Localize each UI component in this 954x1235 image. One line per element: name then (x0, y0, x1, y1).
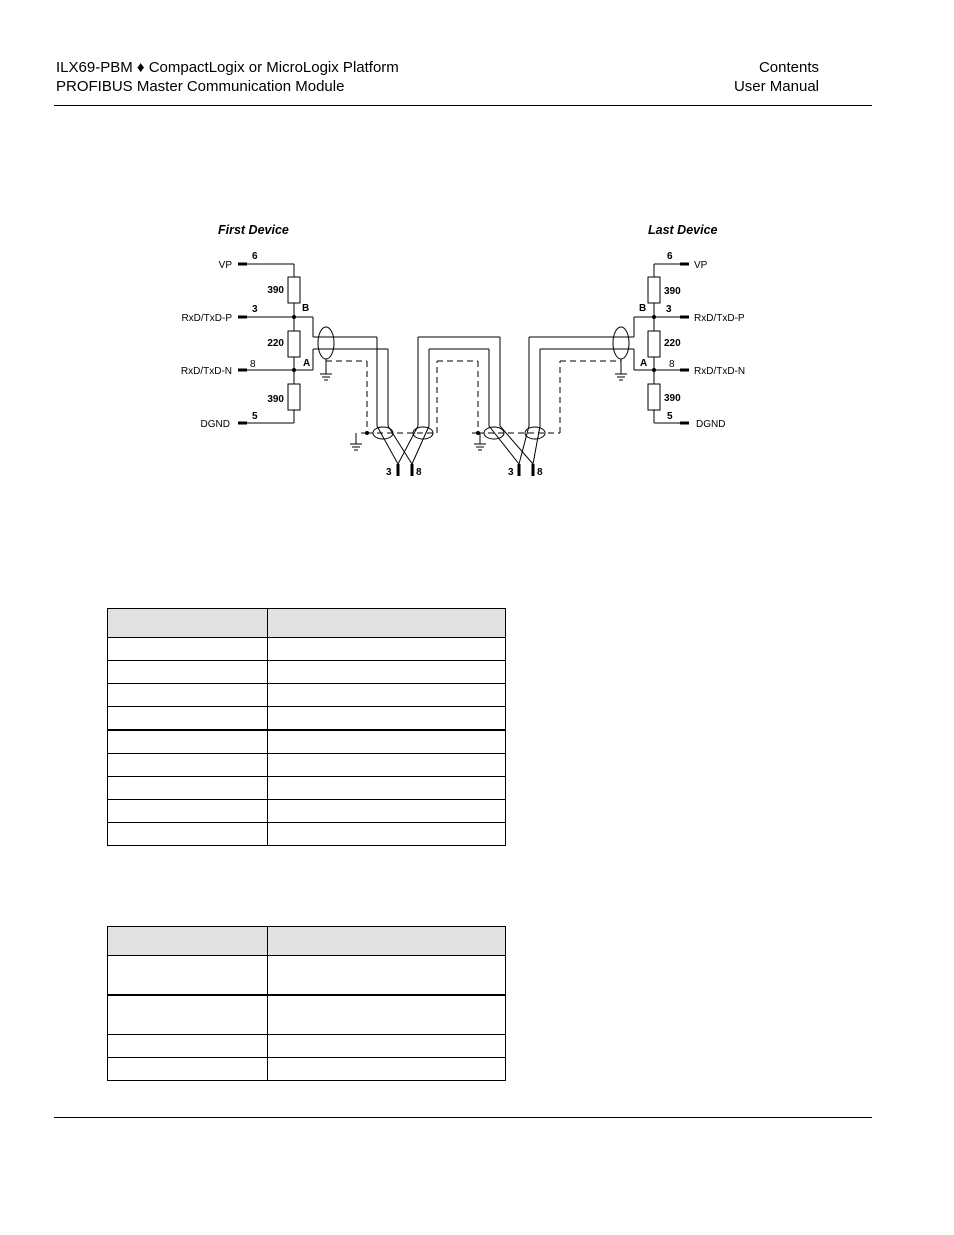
table-row (108, 1035, 506, 1058)
last-signal-rxd-p: RxD/TxD-P (694, 313, 745, 324)
table-cell (108, 754, 268, 777)
table-header-cell (108, 927, 268, 956)
table-row (108, 661, 506, 684)
table-header-cell (268, 927, 506, 956)
table-row (108, 684, 506, 707)
first-signal-rxd-p: RxD/TxD-P (181, 313, 232, 324)
table-cell (268, 956, 506, 996)
table-header-row (108, 609, 506, 638)
last-pin-6: 6 (667, 251, 673, 262)
first-signal-dgnd: DGND (200, 419, 230, 430)
table-header-cell (108, 609, 268, 638)
table-cell (108, 800, 268, 823)
first-resistor-220: 220 (267, 338, 284, 349)
table-header-cell (268, 609, 506, 638)
footer-rule (54, 1117, 872, 1118)
table-header-row (108, 927, 506, 956)
first-node-b: B (302, 303, 310, 314)
table-row (108, 707, 506, 731)
specification-table-2 (107, 926, 506, 1081)
table-cell (268, 777, 506, 800)
table-row (108, 754, 506, 777)
table-cell (268, 823, 506, 846)
table-row (108, 638, 506, 661)
table-cell (108, 684, 268, 707)
table-cell (268, 754, 506, 777)
connector2-pin-3: 3 (508, 467, 514, 478)
table-row (108, 730, 506, 754)
table-cell (108, 777, 268, 800)
first-pin-6: 6 (252, 251, 258, 262)
table-cell (108, 707, 268, 731)
first-pin-3: 3 (252, 304, 258, 315)
last-node-b: B (639, 303, 647, 314)
first-pin-8: 8 (250, 359, 256, 370)
last-resistor-390-top: 390 (664, 286, 681, 297)
first-resistor-390-top: 390 (267, 285, 284, 296)
connector1-pin-3: 3 (386, 467, 392, 478)
header-product-subtitle: PROFIBUS Master Communication Module (56, 78, 345, 95)
table-row (108, 800, 506, 823)
table-cell (268, 638, 506, 661)
last-device-title: Last Device (648, 223, 718, 237)
table-cell (268, 995, 506, 1035)
table-row (108, 995, 506, 1035)
header-product-title: ILX69-PBM ♦ CompactLogix or MicroLogix Platform (56, 59, 399, 76)
table-cell (268, 800, 506, 823)
table-cell (108, 661, 268, 684)
last-signal-rxd-n: RxD/TxD-N (694, 366, 746, 377)
table-cell (268, 1035, 506, 1058)
first-node-a: A (303, 358, 311, 369)
table-cell (108, 1035, 268, 1058)
table-cell (108, 823, 268, 846)
header-section: Contents (758, 59, 819, 76)
table-cell (108, 638, 268, 661)
first-resistor-390-bottom: 390 (267, 394, 284, 405)
table-cell (268, 1058, 506, 1081)
specification-table-1 (107, 608, 506, 846)
last-pin-8: 8 (669, 359, 675, 370)
table-cell (268, 684, 506, 707)
last-node-a: A (640, 358, 648, 369)
table-cell (108, 995, 268, 1035)
last-signal-vp: VP (694, 260, 708, 271)
table-cell (268, 661, 506, 684)
table-row (108, 956, 506, 996)
last-resistor-390-bottom: 390 (664, 393, 681, 404)
table-row (108, 823, 506, 846)
connector1-pin-8: 8 (416, 467, 422, 478)
last-pin-3: 3 (666, 304, 672, 315)
first-signal-rxd-n: RxD/TxD-N (180, 366, 232, 377)
connector2-pin-8: 8 (537, 467, 543, 478)
first-device-title: First Device (218, 223, 289, 237)
last-resistor-220: 220 (664, 338, 681, 349)
profibus-termination-diagram (0, 0, 954, 520)
table-cell (108, 1058, 268, 1081)
last-signal-dgnd: DGND (696, 419, 726, 430)
first-signal-vp: VP (218, 260, 232, 271)
table-row (108, 777, 506, 800)
table-cell (108, 956, 268, 996)
table-cell (268, 707, 506, 731)
last-pin-5: 5 (667, 411, 673, 422)
first-pin-5: 5 (252, 411, 258, 422)
table-cell (268, 730, 506, 754)
table-row (108, 1058, 506, 1081)
header-doc-type: User Manual (733, 78, 819, 95)
table-cell (108, 730, 268, 754)
